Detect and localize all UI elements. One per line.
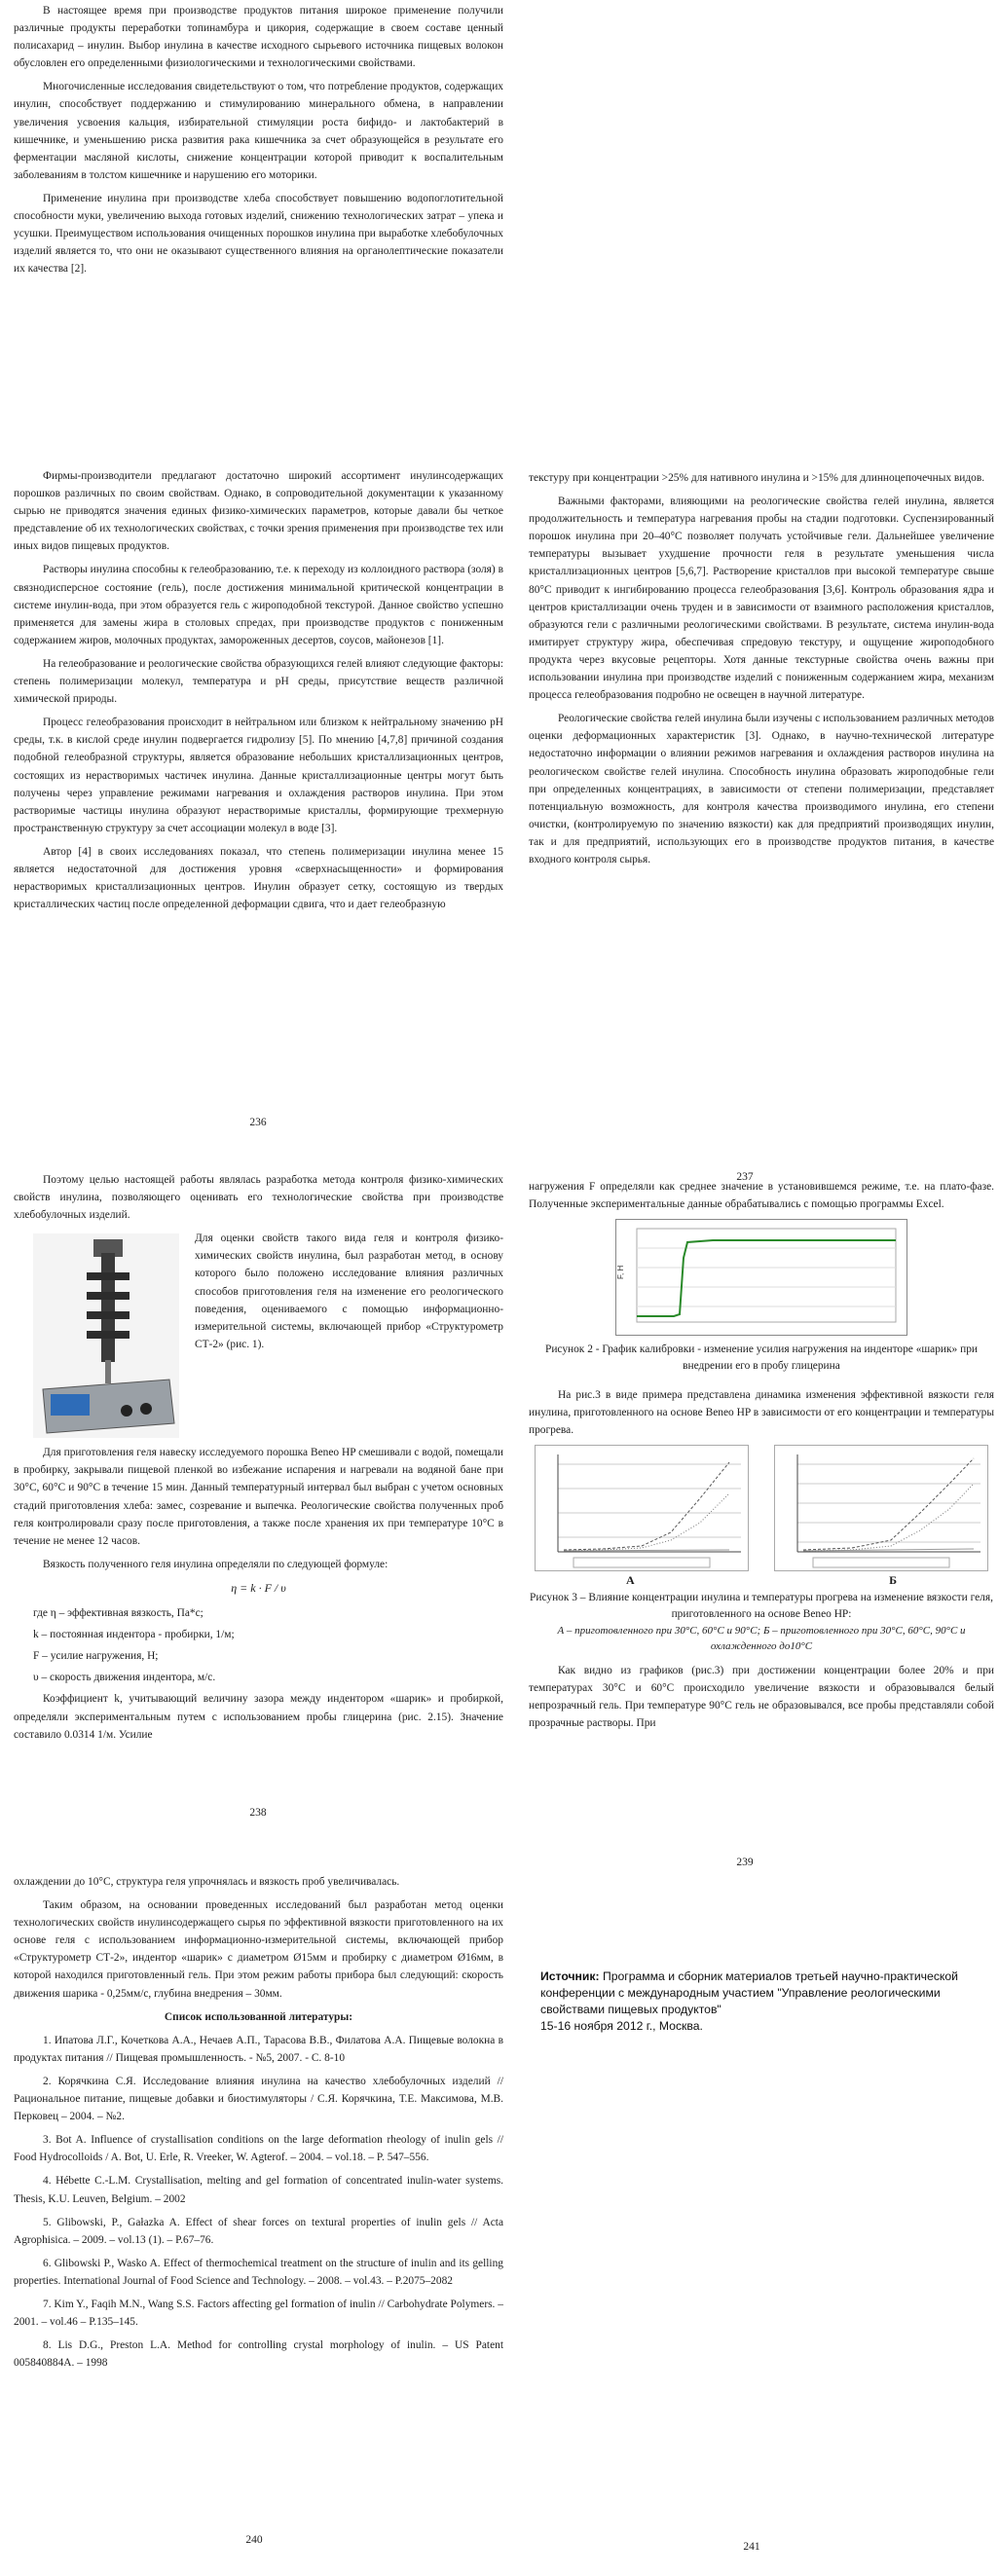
page-239-body <box>529 1178 994 1738</box>
reference-item: 5. Glibowski, P., Gałazka A. Effect of shear forces on textural properties of inulin gels // Acta Agrophisica. – 2009. – vol.13 (1). – P.67–76. <box>14 2216 503 2246</box>
figure-3-legend: А – приготовленного при 30°С, 60°С и 90°С; Б – приготовленного при 30°С, 60°С, 90°С и охлажденного до10°С <box>557 1624 966 1652</box>
definition: υ – скорость движения индентора, м/с. <box>33 1672 216 1684</box>
page-number: 239 <box>736 1857 754 1868</box>
page-240-body <box>14 1873 503 2377</box>
paragraph: Реологические свойства гелей инулина были изучены с использованием различных методов оценки деформационных характеристик [3]. Однако, в научно-технической литературе недостаточно информации о влиянии режимов нагревания и охлаждения растворов инулина на реологическом свойстве гелей инулина. Способность инулина образовать жироподобные гели при определенных концентрациях, в зависимости от степени полимеризации, представляет потенциальную возможность, для контроля качества производимого инулина, его степени очистки, (контролируемую по значению вязкости) как для предприятий производящих инулин, так и для предприятий, использующих его в производстве продуктов питания, в качестве входного контроля сырья. <box>529 713 994 865</box>
definition: где η – эффективная вязкость, Па*с; <box>33 1607 204 1620</box>
paragraph: Фирмы-производители предлагают достаточно широкий ассортимент инулинсодержащих порошков различных по своим свойствам. Однако, в сопроводительной документации к указанному сырью не приводятся значения единых физико-химических параметров, которые давали бы четкое представление об их технологических свойствах, с точки зрения применения при производстве тех или иных видов пищевых продуктов. <box>14 470 503 553</box>
page-236-body <box>14 467 503 919</box>
paragraph: На рис.3 в виде примера представлена динамика изменения эффективной вязкости геля инулина, приготовленного на основе Beneo HP в зависимости от его концентрации и температуры прогрева. <box>529 1389 994 1437</box>
formula-definitions <box>14 1604 503 1686</box>
page-number: 240 <box>245 2534 263 2546</box>
figure-2-caption: Рисунок 2 - График калибровки - изменение усилия нагружения на инденторе «шарик» при внедрении его в пробу глицерина <box>544 1343 978 1373</box>
paragraph: Применение инулина при производстве хлеба способствует повышению водопоглотительной способности муки, увеличению выхода готовых изделий, снижению технологических затрат – упека и усушки. Преимуществом использования очищенных порошков инулина при выработке хлебобулочных изделий является то, что они не оказывают существенного влияния на органолептические показатели их качества [2]. <box>14 192 503 276</box>
page-number: 241 <box>743 2541 760 2553</box>
structurometer-photo <box>33 1233 179 1438</box>
source-label: Источник: <box>540 1969 600 1983</box>
reference-item: 7. Kim Y., Faqih M.N., Wang S.S. Factors affecting gel formation of inulin // Carbohydrate Polymers. – 2001. – vol.46 – P.135–145. <box>14 2298 503 2329</box>
reference-item: 6. Glibowski P., Wasko A. Effect of thermochemical treatment on the structure of inulin and its gelling properties. International Journal of Food Science and Technology. – 2008. – vol.43. – P.2075–2082 <box>14 2257 503 2287</box>
page-number: 237 <box>736 1171 754 1183</box>
panel-label-a: А <box>626 1573 635 1588</box>
paragraph: Коэффициент k, учитывающий величину зазора между индентором «шарик» и пробиркой, определяли экспериментальным путем с использованием пробы глицерина (рис. 2.15). Значение составило 0.0314 1/м. Усилие <box>14 1693 503 1741</box>
figure-3-caption: Рисунок 3 – Влияние концентрации инулина и температуры прогрева на изменение вязкости геля, приготовленного на основе Beneo HP: <box>530 1591 993 1620</box>
references-title: Список использованной литературы: <box>164 2010 353 2023</box>
paragraph: Для оценки свойств такого вида геля и контроля физико-химических свойств инулина, был разработан метод, в основу которого было положено исследование влияния различных способов приготовления геля на изменение его реологического поведения, оцениваемого с помощью информационно-измерительной системы, включающей прибор «Структурометр СТ-2» (рис. 1). <box>195 1233 503 1350</box>
paragraph: В настоящее время при производстве продуктов питания широкое применение получили различные продукты переработки топинамбура и цикория, содержащие в своем составе ценный полисахарид – инулин. Выбор инулина в качестве исходного сырьевого источника пищевых волокон обусловлен его определенными физиологическими и технологическими свойствами. <box>14 5 503 70</box>
page-number: 236 <box>249 1117 267 1128</box>
paragraph: нагружения F определяли как среднее значение в установившемся режиме, т.е. на плато-фазе. Полученные экспериментальные данные обрабатывались с помощью программы Excel. <box>529 1181 994 1211</box>
paragraph: На гелеобразование и реологические свойства образующихся гелей влияют следующие факторы: степень полимеризации молекул, температура и pH среды, присутствие веществ различной химической природы. <box>14 657 503 706</box>
definition: k – постоянная индентора - пробирки, 1/м; <box>33 1629 235 1641</box>
viscosity-formula: η = k · F / υ <box>231 1580 286 1595</box>
source-note <box>540 1969 988 2035</box>
paragraph: Важными факторами, влияющими на реологические свойства гелей инулина, является продолжительность и температура нагревания пробы на стадии подготовки. Суспензированный порошок инулина при 20–40°С позволяет получать устойчивые гели. Дальнейшее увеличение температуры вызывает ухудшение прочности геля в результате уменьшения числа кристаллизационных центров [5,6,7]. Растворение кристаллов при высокой температуре свыше 80°С приводит к ингибированию процесса гелеобразования [3,6]. Контроль образования ядра и центров кристаллизации очень труден и в зависимости от взаимного расположения кристаллов, образуются гели с различными реологическими свойствами. В результате, система инулин-вода имитирует структуру жира, обеспечивая спредовую текстуру, и ощущение жироподобного продукта через вкусовые рецепторы. Хотя данные текстурные свойства очень важны при использовании инулина при производстве изделий с пониженным содержанием жира, механизм процесса гелеобразования подробно не освещен в научной литературе. <box>529 496 994 702</box>
paragraph: Как видно из графиков (рис.3) при достижении концентрации более 20% и при температурах 30°С и 60°С происходило увеличение вязкости и образовывался белый непрозрачный гель. При температуре 90°С гель не образовывался, все пробы представляли собой прозрачные растворы. При <box>529 1664 994 1729</box>
definition: F – усилие нагружения, Н; <box>33 1650 159 1663</box>
reference-item: 8. Lis D.G., Preston L.A. Method for controlling crystal morphology of inulin. – US Patent 005840884A. – 1998 <box>14 2339 503 2370</box>
y-axis-label: F, Н <box>616 1265 625 1280</box>
paragraph: Растворы инулина способны к гелеобразованию, т.е. к переходу из коллоидного раствора (золя) в связнодисперсное состояние (гель), после достижения минимальной критической концентрации в системе инулин-вода, при этом образуется гель с жироподобной текстурой. Данное свойство успешно применяется для замены жира в столовых спредах, при производстве продуктов с пониженным содержанием жиров, молочных продуктах, замороженных десертов, соусов, майонезов [1]. <box>14 564 503 646</box>
page-237-body <box>529 469 994 874</box>
reference-item: 4. Hébette C.-L.M. Crystallisation, melting and gel formation of concentrated inulin-water systems. Thesis, K.U. Leuven, Belgium. – 2002 <box>14 2175 503 2205</box>
page-236-top <box>14 2 503 283</box>
paragraph: Автор [4] в своих исследованиях показал, что степень полимеризации инулина менее 15 является недостаточной для достижения уровня «сверхнасыщенности» и формирования нерастворимых кристаллизационных центров. Инулин образует сетку, состоящую из твердых кристаллических частиц после определенной деформации сдвига, что и дает гелеобразную <box>14 845 503 911</box>
reference-item: 1. Ипатова Л.Г., Кочеткова А.А., Нечаев А.П., Тарасова В.В., Филатова А.А. Пищевые волокна в продуктах питания // Пищевая промышленность. - №5, 2007. - С. 8-10 <box>14 2034 503 2064</box>
figure-3-panel-labels <box>529 1571 994 1589</box>
figure-2-calibration-graph <box>615 1219 907 1336</box>
paragraph: охлаждении до 10°С, структура геля упрочнялась и вязкость проб увеличивалась. <box>14 1876 400 1888</box>
panel-label-b: Б <box>889 1573 897 1588</box>
page-number: 238 <box>249 1807 267 1819</box>
source-text: Программа и сборник материалов третьей научно-практической конференции с международным участием "Управление реологическими свойствами пищевых продуктов" <box>540 1969 958 2016</box>
figure-3b-chart <box>774 1445 988 1571</box>
reference-item: 2. Корячкина С.Я. Исследование влияния инулина на качество хлебобулочных изделий // Рациональное питание, пищевые добавки и биостимуляторы / С.Я. Корячкина, Т.Е. Максимова, М.В. Перковец – 2004. – №2. <box>14 2075 503 2123</box>
paragraph: Таким образом, на основании проведенных исследований был разработан метод оценки технологических свойств инулинсодержащего сырья по эффективной вязкости приготовленного на их основе геля с использованием информационно-измерительной системы, включающей прибор «Структурометр СТ-2», индентор «шарик» с диаметром Ø15мм и пробирку с диаметром Ø16мм, в которой находился приготовленный гель. При этом режим работы прибора был следующий: скорость движения шарика - 0,25мм/с, глубина внедрения – 30мм. <box>14 1899 503 2000</box>
page-238-body <box>14 1171 503 1749</box>
figure-3 <box>535 1445 988 1571</box>
source-date: 15-16 ноября 2012 г., Москва. <box>540 2019 703 2033</box>
paragraph: Для приготовления геля навеску исследуемого порошка Beneo HP смешивали с водой, помещали в пробирку, закрывали пищевой пленкой во избежание испарения и нагревали на водяной бане при 30°С, 60°С и 90°С в течение 15 мин. Данный температурный интервал был выбран с учетом основных стадий приготовления хлеба: замес, созревание и выпечка. Реологические свойства полученных проб геля контролировали сразу после приготовления, а также после хранения их при температуре 10°С в течение не менее 12 часов. <box>14 1447 503 1547</box>
paragraph: Процесс гелеобразования происходит в нейтральном или близком к нейтральному значению pH среды, т.к. в кислой среде инулин подвергается гидролизу [5]. По мнению [4,7,8] причиной создания подобной гелеобразной структуры, является образование небольших кристаллизационных центров, состоящих из нерастворимых частичек инулина. Данные кристаллизационные центры могут быть получены через управление режимами нагревания и охлаждения растворов инулина. При этом растворимые частицы инулина образуют нерастворимые кристаллы, формирующие трехмерную пространственную структуру за счет ассоциации молекул в воде [3]. <box>14 717 503 834</box>
figure-3a-chart <box>535 1445 749 1571</box>
paragraph: Поэтому целью настоящей работы являлась разработка метода контроля физико-химических свойств инулина, позволяющего оценивать его технологические свойства при производстве хлебобулочных изделий. <box>14 1174 503 1222</box>
paragraph: Многочисленные исследования свидетельствуют о том, что потребление продуктов, содержащих инулин, способствует поддержанию и стимулированию минерального обмена, в направлении увеличения усвоения кальция, избирательной стимуляции роста бифидо- и лактобактерий в кишечнике, и уменьшению риска развития рака кишечника за счет образующейся в результате его ферментации масляной кислоты, снижение концентрации которой приводит к воспалительным заболеваниям в толстом кишечнике и нарушению его моторики. <box>14 81 503 181</box>
paragraph: Вязкость полученного геля инулина определяли по следующей формуле: <box>43 1558 388 1570</box>
paragraph: текстуру при концентрации >25% для нативного инулина и >15% для длинноцепочечных видов. <box>529 472 985 484</box>
reference-item: 3. Bot A. Influence of crystallisation conditions on the large deformation rheology of inulin gels // Food Hydrocolloids / A. Bot, U. Erle, R. Vreeker, W. Agterof. – 2004. – vol.18. – P. 547–556. <box>14 2134 503 2164</box>
